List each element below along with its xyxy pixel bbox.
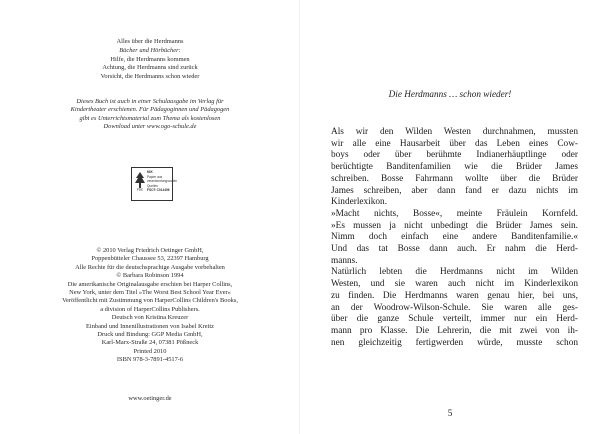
body-line: Kinderlexikon. bbox=[331, 197, 388, 208]
fsc-label-bottom: FSC® C014496 bbox=[147, 188, 170, 193]
series-title: Hilfe, die Herdmanns kommen bbox=[110, 55, 190, 63]
imprint-line: Veröffentlicht mit Zustimmung von HarperCollins Children's Books, bbox=[62, 297, 238, 305]
body-line: Als wir den Wilden Westen durchnahmen, mussten bbox=[331, 127, 578, 137]
imprint-line: Printed 2010 bbox=[133, 347, 167, 355]
series-title: Vorsicht, die Herdmanns schon wieder bbox=[100, 72, 200, 80]
notice-line: Kindertheater erschienen. Für Pädagoginnen und Pädagogen bbox=[70, 106, 230, 114]
imprint-line: Druck und Bindung: GGP Media GmbH, bbox=[97, 331, 203, 339]
notice-line: gibt es Unterrichtsmaterial zum Thema als kostenlosen bbox=[79, 114, 221, 122]
imprint-line: Deutsch von Kristina Kreuzer bbox=[111, 314, 189, 322]
imprint-line: © Barbara Robinson 1994 bbox=[116, 272, 184, 280]
series-title: Achtung, die Herdmanns sind zurück bbox=[102, 64, 198, 72]
imprint-line: New York, unter dem Titel »The Worst Best School Year Ever« bbox=[69, 289, 231, 297]
body-line: »Es mussen ja nicht unbedingt die Brüder James sein. bbox=[331, 220, 578, 231]
right-page bbox=[300, 0, 600, 434]
school-edition-notice bbox=[0, 98, 300, 132]
imprint-line: © 2010 Verlag Friedrich Oetinger GmbH, bbox=[96, 247, 204, 254]
imprint-line: ISBN 978-3-7891-4517-6 bbox=[116, 356, 184, 364]
body-line: mann pro Klasse. Die Lehrerin, die mit zwei von ih- bbox=[331, 325, 578, 336]
body-line: zu finden. Die Herdmanns waren genau hier, bei uns, bbox=[331, 290, 578, 301]
body-line: Nimm doch einfach eine andere Banditenfamilie.« bbox=[331, 232, 578, 243]
imprint-line: Karl-Marx-Straße 24, 07381 Pößneck bbox=[101, 339, 199, 347]
imprint-line: Alle Rechte für die deutschsprachige Ausgabe vorbehalten bbox=[75, 263, 225, 271]
fsc-label bbox=[147, 170, 178, 193]
body-line: wir alle eine Hausarbeit über das Leben eines Cow- bbox=[331, 138, 578, 149]
body-line: an der Woodrow-Wilson-Schule. Sie waren alle ges- bbox=[331, 302, 578, 313]
body-line: Natürlich lebten die Herdmanns nicht im Wilden bbox=[331, 267, 578, 278]
fsc-logo bbox=[131, 167, 178, 201]
body-line: schreiben. Bosse Fahrmann wollte über die Brüder bbox=[331, 173, 578, 184]
fsc-tree-icon bbox=[134, 171, 146, 191]
svg-text:FSC: FSC bbox=[137, 187, 143, 191]
body-line: über die ganze Schule verteilt, immer nur ein Herd- bbox=[331, 314, 578, 325]
imprint-line: a division of HarperCollins Publishers. bbox=[100, 305, 200, 313]
chapter-body bbox=[331, 127, 578, 349]
notice-line: Download unter www.ogo-schule.de bbox=[103, 123, 197, 131]
body-line: berüchtigte Banditenfamilien wie die Brüder James bbox=[331, 162, 578, 173]
body-line: »Macht nichts, Bosse«, meinte Fräulein Kornfeld. bbox=[331, 208, 578, 219]
imprint-line: Poppenbütteler Chaussee 53, 22397 Hamburg bbox=[91, 255, 209, 263]
series-heading: Alles über die Herdmanns bbox=[116, 38, 184, 45]
fsc-label-top: MIX bbox=[147, 170, 153, 174]
body-line: manns. bbox=[331, 255, 358, 266]
body-line: boys oder über berühmte Indianerhäuptlinge oder bbox=[331, 150, 578, 161]
notice-line: Dieses Buch ist auch in einer Schulausgabe im Verlag für bbox=[76, 98, 224, 105]
imprint-line: Einband und Innenillustrationen von Isabel Kreitz bbox=[86, 322, 214, 330]
fsc-label-mid: Papier aus verantwortungsvollen Quellen bbox=[147, 174, 178, 188]
chapter-title: Die Herdmanns … schon wieder! bbox=[388, 89, 512, 99]
series-subheading: Bücher und Hörbücher: bbox=[119, 47, 181, 55]
imprint bbox=[0, 247, 300, 365]
publisher-url[interactable]: www.oetinger.de bbox=[128, 395, 172, 402]
body-line: nen gleichzeitig fertigwerden würde, musste schon bbox=[331, 337, 578, 348]
page-number: 5 bbox=[447, 408, 453, 418]
body-line: Und das tat Bosse dann auch. Er nahm die Herd- bbox=[331, 244, 578, 255]
body-line: Westen, und sie waren auch nicht im Kinderlexikon bbox=[331, 279, 578, 290]
imprint-line: Die amerikanische Originalausgabe erschien bei Harper Collins, bbox=[67, 280, 233, 288]
body-line: James schreiben, aber dann fand er dazu nichts im bbox=[331, 185, 578, 196]
series-list bbox=[0, 38, 300, 81]
